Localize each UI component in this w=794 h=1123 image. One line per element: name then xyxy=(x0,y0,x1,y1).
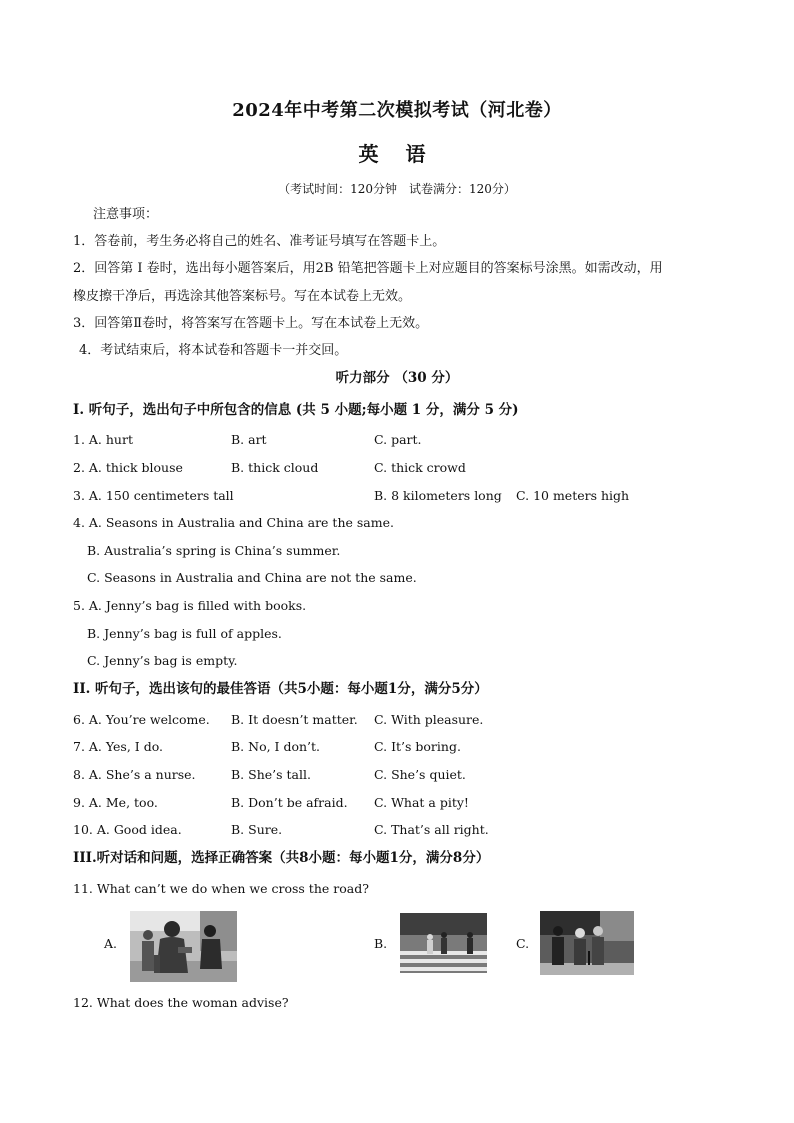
q10-option-a: 10. A. Good idea. xyxy=(73,822,182,837)
q2-option-c: C. thick crowd xyxy=(374,460,466,475)
subject-title: 英 语 xyxy=(358,142,436,166)
q1-option-c: C. part. xyxy=(374,432,422,447)
q5-option-a: 5. A. Jenny’s bag is filled with books. xyxy=(73,598,307,613)
q11-label-c: C. xyxy=(516,936,530,951)
q4-option-b: B. Australia’s spring is China’s summer. xyxy=(87,543,341,558)
time-info: （考试时间：120分钟 试卷满分：120分） xyxy=(278,182,516,196)
part-heading: 听力部分 （30 分） xyxy=(335,370,459,386)
note-item-3: 3．回答第Ⅱ卷时，将答案写在答题卡上。写在本试卷上无效。 xyxy=(73,316,429,331)
q8-option-a: 8. A. She’s a nurse. xyxy=(73,767,196,782)
q2-option-b: B. thick cloud xyxy=(231,460,319,475)
q10-option-b: B. Sure. xyxy=(231,822,283,837)
q11-image-a xyxy=(130,911,237,982)
q2-option-a: 2. A. thick blouse xyxy=(73,460,183,475)
note-item-1: 1．答卷前，考生务必将自己的姓名、准考证号填写在答题卡上。 xyxy=(73,234,446,249)
q8-option-b: B. She’s tall. xyxy=(231,767,311,782)
q1-option-a: 1. A. hurt xyxy=(73,432,133,447)
page-title: 2024年中考第二次模拟考试（河北卷） xyxy=(232,100,562,121)
note-item-2-cont: 橡皮擦干净后，再选涂其他答案标号。写在本试卷上无效。 xyxy=(73,289,412,304)
q11-image-b xyxy=(400,913,487,973)
q11-question: 11. What can’t we do when we cross the road? xyxy=(73,881,369,896)
q7-option-c: C. It’s boring. xyxy=(374,739,461,754)
q1-option-b: B. art xyxy=(231,432,267,447)
q11-label-a: A. xyxy=(104,936,118,951)
q9-option-b: B. Don’t be afraid. xyxy=(231,795,348,810)
q9-option-a: 9. A. Me, too. xyxy=(73,795,158,810)
q11-label-b: B. xyxy=(374,936,388,951)
q10-option-c: C. That’s all right. xyxy=(374,822,489,837)
q6-option-a: 6. A. You’re welcome. xyxy=(73,712,210,727)
note-item-4: 4．考试结束后，将本试卷和答题卡一并交回。 xyxy=(79,343,348,358)
notes-heading: 注意事项： xyxy=(93,207,159,222)
section-2-title: II. 听句子，选出该句的最佳答语（共5小题：每小题1分，满分5分） xyxy=(73,681,488,697)
q7-option-a: 7. A. Yes, I do. xyxy=(73,739,163,754)
q3-option-a: 3. A. 150 centimeters tall xyxy=(73,488,234,503)
q11-image-c xyxy=(540,911,634,975)
q6-option-b: B. It doesn’t matter. xyxy=(231,712,358,727)
section-1-title: I. 听句子，选出句子中所包含的信息 (共 5 小题;每小题 1 分，满分 5 分) xyxy=(73,402,519,418)
q9-option-c: C. What a pity! xyxy=(374,795,469,810)
section-3-title: III.听对话和问题，选择正确答案（共8小题：每小题1分，满分8分） xyxy=(73,850,490,866)
q5-option-c: C. Jenny’s bag is empty. xyxy=(87,653,238,668)
note-item-2: 2．回答第 I 卷时，选出每小题答案后，用2B 铅笔把答题卡上对应题目的答案标号涂黑。如需改动，用 xyxy=(73,261,663,276)
q4-option-a: 4. A. Seasons in Australia and China are the same. xyxy=(73,515,394,530)
q5-option-b: B. Jenny’s bag is full of apples. xyxy=(87,626,282,641)
q12-question: 12. What does the woman advise? xyxy=(73,995,289,1010)
q3-option-b: B. 8 kilometers long xyxy=(374,488,502,503)
q6-option-c: C. With pleasure. xyxy=(374,712,484,727)
q3-option-c: C. 10 meters high xyxy=(516,488,630,503)
q7-option-b: B. No, I don’t. xyxy=(231,739,321,754)
q4-option-c: C. Seasons in Australia and China are not the same. xyxy=(87,570,417,585)
q8-option-c: C. She’s quiet. xyxy=(374,767,466,782)
